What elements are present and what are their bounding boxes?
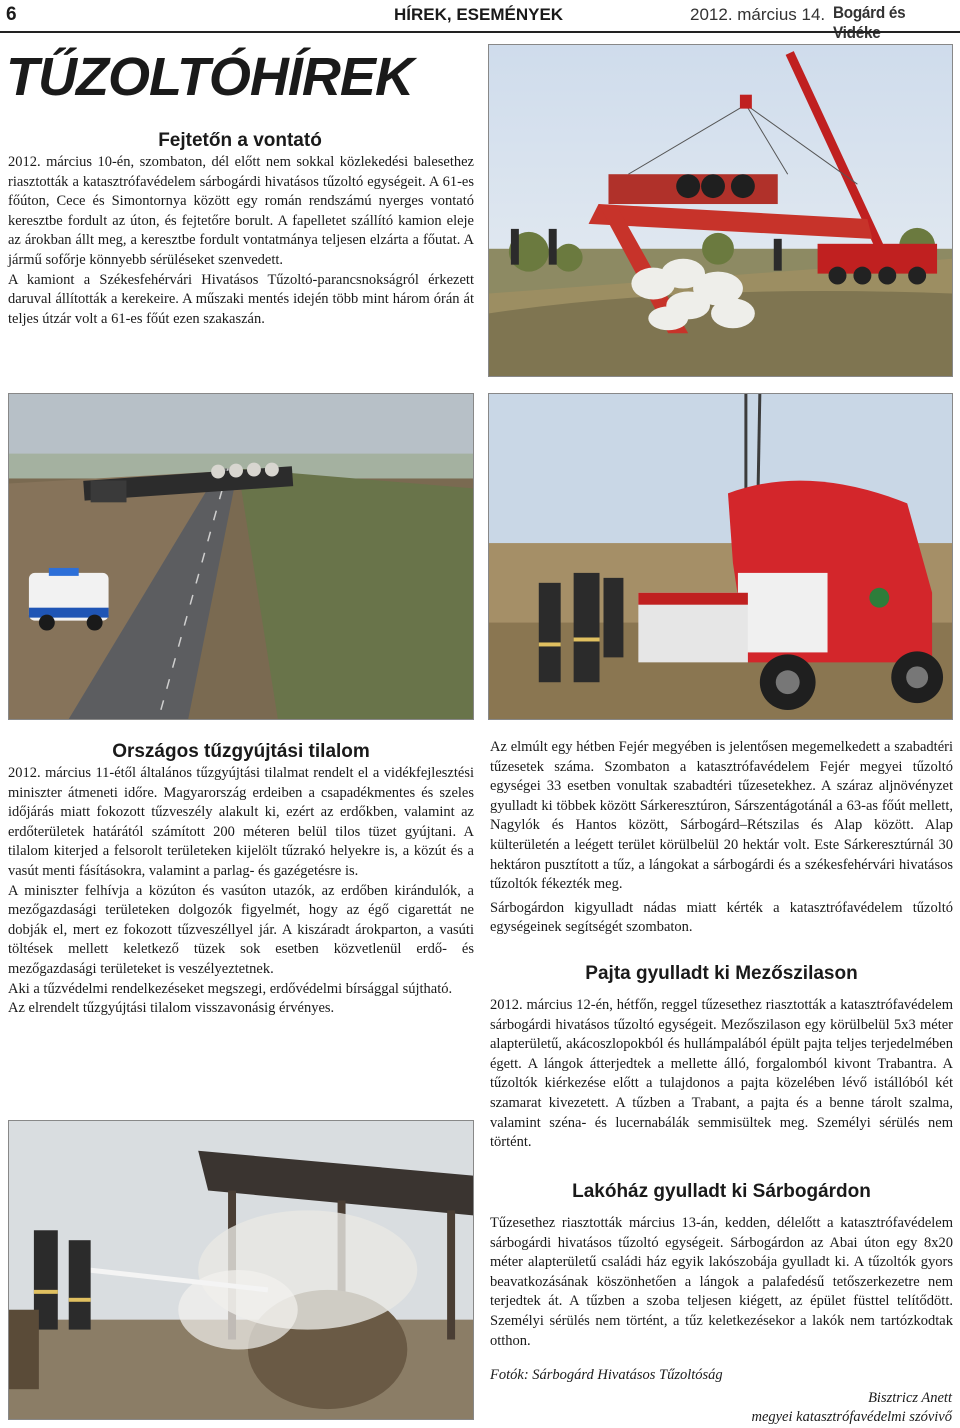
author-name: Bisztricz Anett	[868, 1390, 952, 1406]
author-role: megyei katasztrófavédelmi szóvivő	[751, 1409, 952, 1425]
article2-paragraph: A miniszter felhívja a közúton és vasúton utazók, az erdőben kirándulók, a mezőgazdasági területeken dolgozók figyelmét, hogy az égő cigarettát ne dobják el, mert ez fokozott tűzveszéllyel jár. A kiszáradt árokparton, a vasúti töltések mellett keletkező tüzek sok esetben közvetlenül erdő- és mezőgazdasági területeket is veszélyeztetnek.	[8, 882, 474, 977]
photo-credit: Fotók: Sárbogárd Hivatásos Tűzoltóság	[490, 1367, 723, 1383]
issue-date: 2012. március 14.	[690, 5, 826, 24]
article2-continued-body	[490, 738, 953, 938]
article1-paragraph: 2012. március 10-én, szombaton, dél előtt nem sokkal közlekedési balesethez riasztották a katasztrófavédelem sárbogárdi hivatásos tűzoltó egységeit. A 61-es főúton, Cece és Simontornya között egy román rendszámú nyerges vontató keresztbe fordult az úton, és fejtetőre borult. A fapelletet szállító kamion eleje az árokban állt meg, a keresztbe fordult vontatmánya teljesen elzárta a főutat. A jármű sofőrje könnyebb sérüléseket szenvedett.	[8, 154, 474, 268]
article1-paragraph: A kamiont a Székesfehérvári Hivatásos Tűzoltó-parancsnokságról érkezett daruval állították a kerekeire. A műszaki mentés idején több mint három órán át teljes útzár volt a 61-es főút ezen szakaszán.	[8, 271, 474, 327]
article4-body	[490, 1214, 953, 1351]
article3-title: Pajta gyulladt ki Mezőszilason	[585, 963, 858, 984]
article2-paragraph: 2012. március 11-étől általános tűzgyújtási tilalmat rendelt el a vidékfejlesztési miniszter átmeneti időre. Magyarország erdeiben a csapadékmentes és szeles időjárás miatt fokozott tűzveszély alakult ki, ezért az erdőkben, valamint az erdőterületek határától számított 200 méteren belül tilos tüzet gyújtani. A tilalom kiterjed a felsorolt területeken kijelölt tűzrakó helyekre is, a közút és a vasút menti fásításokra, valamint a parlag- és gazégetésre is.	[8, 765, 474, 879]
page-number: 6	[6, 4, 17, 25]
article2-title: Országos tűzgyújtási tilalom	[112, 741, 370, 762]
main-title: TŰZOLTÓHÍREK	[6, 47, 413, 107]
section-title: HÍREK, ESEMÉNYEK	[394, 5, 564, 24]
article1-title: Fejtetőn a vontató	[158, 130, 322, 151]
newspaper-name: Bogárd és	[833, 3, 906, 22]
article4-title: Lakóház gyulladt ki Sárbogárdon	[572, 1181, 871, 1202]
article1-body	[8, 153, 474, 329]
header-rule	[0, 31, 960, 33]
article2-body	[8, 764, 474, 1019]
article2-continued-paragraph: Sárbogárdon kigyulladt nádas miatt kérték a katasztrófavédelem tűzoltó egységeinek segítségét szombaton.	[490, 899, 953, 936]
page-header	[0, 0, 960, 32]
article2-paragraph: Aki a tűzvédelmi rendelkezéseket megszegi, erdővédelmi bírsággal sújtható.	[8, 980, 453, 997]
photo-overturned-truck-road	[8, 393, 474, 720]
article3-body	[490, 996, 953, 1153]
photo-damaged-red-truck-cab	[488, 393, 953, 720]
article3-paragraph: 2012. március 12-én, hétfőn, reggel tűzesethez riasztották a katasztrófavédelem sárbogárdi hivatásos tűzoltó egységeit. Mezőszilason egy körülbelül 5x3 méter alapterületű, akácoszlopokból és hullámpalából épült pajta teljes terjedelmében égett. A lángok átterjedtek a mellette álló, forgalomból kivont Trabantra. A tűzoltók kiérkezése előtt a tulajdonos a pajta közelében lévő istállóból két szamarat kivezetett. A tűzben a Trabant, a pajta és a benne tárolt szalma, valamint széna- és lucernabálák semmisültek meg. Személyi sérülés nem történt.	[490, 997, 953, 1151]
article2-continued-paragraph: Az elmúlt egy hétben Fejér megyében is jelentősen megemelkedett a szabadtéri tűzesetek száma. Szombaton a katasztrófavédelem Fejér megyei tűzoltó egységei 33 esetben vonultak szabadtéri tűzesetekhez. A száraz aljnövényzet gyulladt ki többek között Sárkeresztúron, Sárszentágotánál a 63-as főút mellett, Nagylók és Hantos között, Sárbogárd–Rétszilas és Alap között. Alap külterületén a leégett terület körülbelül 20 hektár volt. Este Sárkeresztúrnál 30 hektáron pusztított a tűz, a lángokat a sárbogárdi és a székesfehérvári hivatásos tűzoltók fékezték meg.	[490, 739, 953, 893]
article2-paragraph: Az elrendelt tűzgyújtási tilalom visszavonásig érvényes.	[8, 1000, 335, 1017]
photo-burning-barn	[8, 1120, 474, 1420]
photo-crane-lifting-trailer	[488, 44, 953, 377]
article4-paragraph: Tűzesethez riasztották március 13-án, kedden, délelőtt a katasztrófavédelem sárbogárdi hivatásos tűzoltó egységeit. Sárbogárdon az Abai úton egy 8x20 méter alapterületű családi ház egyik lakószobája gyulladt ki. A tűzoltók gyors beavatkozásának köszönhetően a lángok a palafedésű tetőszerkezetre nem terjedtek át. A tűzben a szoba teljesen kiégett, az épület füsttel telítődött. Személyi sérülés nem történt, a tűz keletkezésekor a lakók nem tartózkodtak otthon.	[490, 1215, 953, 1349]
